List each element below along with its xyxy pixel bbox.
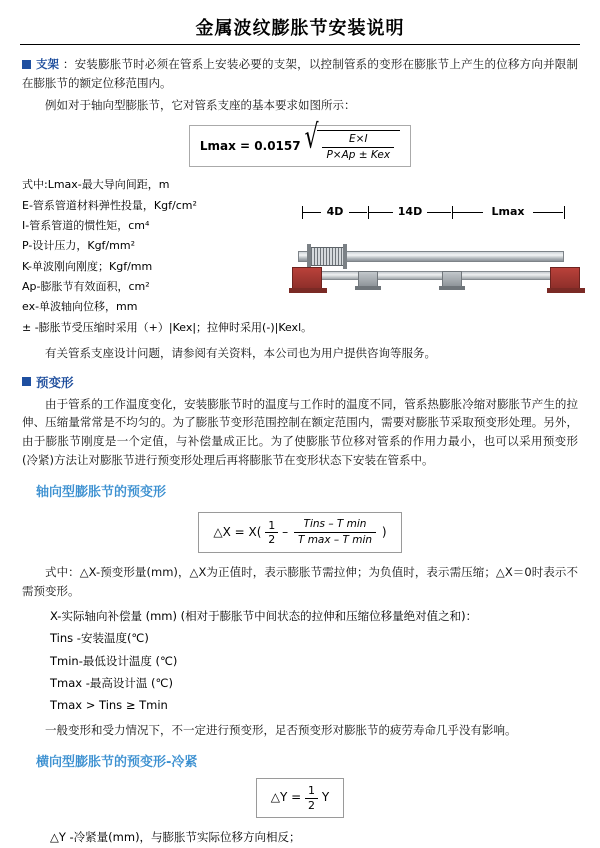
formula-lmax-sqrt [304, 119, 400, 162]
axial-formula-half [265, 519, 278, 546]
bullet-square-icon [22, 377, 31, 386]
diagram-dimension-row [292, 205, 572, 221]
definition-item: ex-单波轴向位移，mm [22, 300, 138, 314]
definition-item: ± -膨胀节受压缩时采用（+）|Kex|；拉伸时采用(-)|Kexl。 [22, 320, 313, 334]
anchor-support [292, 267, 322, 289]
diagram-label-14d [368, 205, 452, 218]
axial-note: 一般变形和受力情况下，不一定进行预变形，足否预变形对膨胀节的疲劳寿命几乎没有影响。 [45, 722, 517, 737]
definitions-and-diagram [22, 175, 578, 338]
axial-formula-rhs: ) [381, 525, 387, 540]
guide-support [358, 271, 378, 287]
pipe-support-diagram [292, 205, 572, 315]
axial-formula-box [198, 512, 401, 553]
radical-icon: √ [304, 119, 319, 157]
dimension-line [533, 212, 563, 213]
definition-item: 式中:Lmax-最大导向间距，m [22, 178, 170, 192]
lateral-formula [22, 778, 578, 817]
support-heading [22, 55, 59, 74]
formula-numerator: E×I [322, 133, 394, 148]
support-paragraph-1: 支架 ：安装膨胀节时必须在管系上安装必要的支架，以控制管系的变形在膨胀节上产生的位移方向并限制在膨胀节的额定位移范围内。 [22, 57, 579, 90]
document-page [0, 14, 600, 844]
formula-lmax-box [189, 119, 411, 167]
formula-denominator: P×Ap ± Kex [326, 149, 391, 162]
temp-numerator: Tins – T min [294, 518, 376, 533]
diagram-label-text: 4D [326, 205, 344, 219]
lateral-explain: △Y -冷紧量(mm)，与膨胀节实际位移方向相反； [50, 829, 301, 844]
formula-lmax-label: Lmax = 0.0157 [199, 139, 301, 154]
definition-item: P-设计压力，Kgf/mm² [22, 239, 135, 253]
page-title: 金属波纹膨胀节安装说明 [195, 18, 405, 39]
formula-fraction [322, 133, 394, 162]
diagram-label-text: Lmax [491, 205, 525, 219]
axial-formula [22, 512, 578, 553]
half-numerator: 1 [265, 519, 278, 533]
half-denominator: 2 [308, 798, 316, 812]
axial-formula-lhs: △X = X( [213, 525, 262, 540]
definition-item: Ap-膨胀节有效面积，cm² [22, 280, 150, 294]
definitions [22, 175, 313, 338]
diagram-pipe-area [292, 225, 572, 311]
bellows-expansion-joint [310, 247, 344, 266]
pipe-lower [298, 271, 564, 280]
lateral-predeform-heading: 横向型膨胀节的预变形-冷紧 [36, 755, 198, 771]
axial-formula-minus: – [282, 525, 289, 540]
support-paragraph-2: 例如对于轴向型膨胀节，它对管系支座的基本要求如图所示： [45, 98, 356, 113]
flange [307, 244, 311, 269]
dimension-tick [564, 206, 565, 219]
axial-formula-fraction [294, 518, 376, 547]
axial-item: Tmax > Tins ≥ Tmin [50, 698, 168, 713]
lateral-formula-lhs: △Y = [270, 790, 302, 805]
lateral-formula-box [256, 778, 344, 817]
axial-item: X-实际轴向补偿量 (mm) (相对于膨胀节中间状态的拉伸和压缩位移量绝对值之和)： [50, 608, 478, 623]
dimension-line [349, 212, 367, 213]
axial-item: Tmin-最低设计温度 (℃) [50, 653, 178, 668]
axial-item: Tins -安装温度(℃) [50, 631, 149, 646]
dimension-line [303, 212, 321, 213]
temp-denominator: T max – T min [297, 534, 373, 547]
dimension-line [369, 212, 393, 213]
predeform-heading-label: 预变形 [36, 374, 74, 390]
diagram-label-lmax [452, 205, 564, 218]
diagram-label-4d [302, 205, 368, 218]
document-body [0, 45, 600, 848]
diagram-column [292, 175, 578, 315]
half-numerator: 1 [305, 784, 318, 798]
predeform-paragraph: 由于管系的工作温度变化，安装膨胀节时的温度与工作时的温度不同，管系热膨胀冷缩对膨胀节产生的拉伸、压缩量常常是不均匀的。为了膨胀节变形范围控制在额定范围内，需要对膨胀节采取预变形处理。另外，由于膨胀节刚度是一个定值，与补偿量成正比。为了使膨胀节位移对管系的作用力最小，也可以采用预变形(冷紧)方法让对膨胀节进行预变形处理后再将膨胀节在变形状态下安装在管系中。 [22, 396, 578, 467]
bullet-square-icon [22, 60, 31, 69]
anchor-support [550, 267, 580, 289]
flange [343, 244, 347, 269]
consult-note: 有关管系支座设计问题，请参阅有关资料，本公司也为用户提供咨询等服务。 [45, 346, 436, 361]
definitions-list [22, 175, 313, 338]
definition-item: K-单波刚向刚度；Kgf/mm [22, 259, 153, 273]
axial-explain: 式中：△X-预变形量(mm)，△X为正值时，表示膨胀节需拉伸；为负值时，表示需压缩；△X＝0时表示不需预变形。 [22, 565, 578, 599]
lateral-formula-rhs: Y [321, 790, 330, 805]
half-denominator: 2 [268, 533, 276, 547]
formula-lmax [22, 119, 578, 167]
guide-support [442, 271, 462, 287]
predeform-heading [22, 373, 578, 391]
axial-predeform-heading: 轴向型膨胀节的预变形 [36, 485, 167, 501]
axial-item: Tmax -最高设计温 (℃) [50, 675, 173, 690]
lateral-formula-half [305, 784, 318, 811]
diagram-label-text: 14D [397, 205, 423, 219]
definition-item: I-管系管道的惯性矩，cm⁴ [22, 219, 150, 232]
dimension-line [453, 212, 483, 213]
dimension-line [427, 212, 451, 213]
definition-item: E-管系管道材料弹性投量，Kgf/cm² [22, 198, 197, 212]
formula-lmax-fraction [317, 130, 400, 162]
support-paragraph-1-text: 安装膨胀节时必须在管系上安装必要的支架，以控制管系的变形在膨胀节上产生的位移方向并限制在膨胀节的额定位移范围内。 [22, 57, 579, 90]
support-heading-label: 支架 [36, 57, 59, 72]
